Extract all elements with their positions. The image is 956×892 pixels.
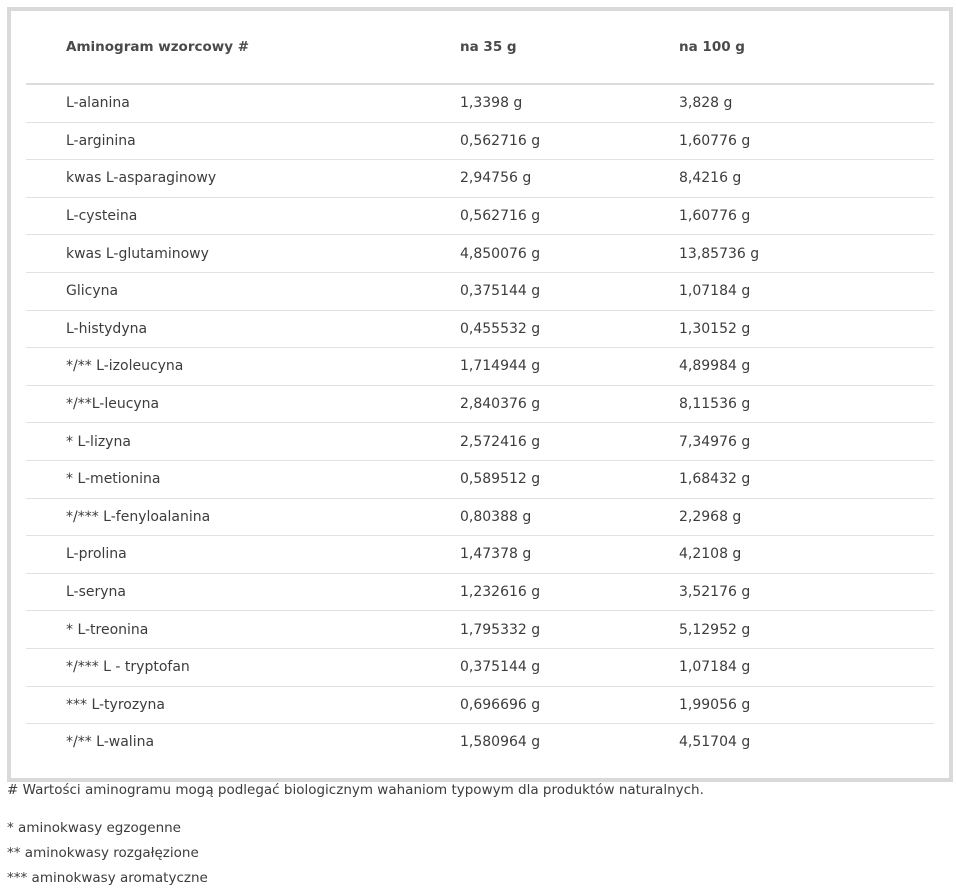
amino-acid-name: kwas L-asparaginowy xyxy=(66,170,217,187)
header-100g: na 100 g xyxy=(679,39,745,55)
amount-35g: 1,580964 g xyxy=(460,734,541,751)
table-row xyxy=(26,423,934,461)
table-row xyxy=(26,574,934,612)
amino-acid-name: */*** L-fenyloalanina xyxy=(66,508,211,525)
table-row xyxy=(26,687,934,725)
amount-100g: 13,85736 g xyxy=(679,245,760,262)
amount-100g: 1,99056 g xyxy=(679,696,751,713)
table-row xyxy=(26,611,934,649)
table-row xyxy=(26,724,934,761)
amount-100g: 1,30152 g xyxy=(679,320,751,337)
amount-35g: 1,795332 g xyxy=(460,621,541,638)
amount-100g: 1,07184 g xyxy=(679,659,751,676)
amino-acid-name: L-arginina xyxy=(66,132,136,149)
footnote-exogenous: * aminokwasy egzogenne xyxy=(7,820,181,836)
amount-35g: 0,375144 g xyxy=(460,283,541,300)
table-row xyxy=(26,273,934,311)
amount-35g: 0,696696 g xyxy=(460,696,541,713)
amino-acid-name: */** L-walina xyxy=(66,734,155,751)
amino-acid-name: L-histydyna xyxy=(66,320,148,337)
amount-100g: 4,89984 g xyxy=(679,358,751,375)
table-row xyxy=(26,198,934,236)
table-row xyxy=(26,160,934,198)
amount-35g: 1,47378 g xyxy=(460,546,532,563)
amino-acid-name: L-alanina xyxy=(66,95,130,112)
table-row xyxy=(26,348,934,386)
amino-acid-name: * L-metionina xyxy=(66,471,161,488)
footnotes xyxy=(7,780,704,891)
amino-acid-name: *** L-tyrozyna xyxy=(66,696,165,713)
amount-35g: 1,3398 g xyxy=(460,95,523,112)
amino-acid-name: */**L-leucyna xyxy=(66,396,160,413)
amount-100g: 7,34976 g xyxy=(679,433,751,450)
table-row xyxy=(26,536,934,574)
amount-100g: 4,51704 g xyxy=(679,734,751,751)
amount-100g: 8,11536 g xyxy=(679,396,751,413)
table-header xyxy=(26,11,934,85)
amino-acid-name: * L-treonina xyxy=(66,621,149,638)
table-row xyxy=(26,386,934,424)
table-row xyxy=(26,235,934,273)
amount-100g: 1,07184 g xyxy=(679,283,751,300)
footnote-aromatic: *** aminokwasy aromatyczne xyxy=(7,870,208,886)
amount-35g: 4,850076 g xyxy=(460,245,541,262)
table-row xyxy=(26,461,934,499)
amount-100g: 1,60776 g xyxy=(679,208,751,225)
amount-35g: 1,714944 g xyxy=(460,358,541,375)
amount-100g: 1,60776 g xyxy=(679,132,751,149)
amino-acid-name: Glicyna xyxy=(66,283,119,300)
amino-acid-name: L-seryna xyxy=(66,584,127,601)
table-row xyxy=(26,649,934,687)
amount-100g: 2,2968 g xyxy=(679,508,742,525)
amount-35g: 0,455532 g xyxy=(460,320,541,337)
amount-100g: 5,12952 g xyxy=(679,621,751,638)
amount-35g: 0,562716 g xyxy=(460,208,541,225)
amount-35g: 2,840376 g xyxy=(460,396,541,413)
table-row xyxy=(26,311,934,349)
amount-35g: 0,562716 g xyxy=(460,132,541,149)
aminogram-panel xyxy=(7,7,953,782)
amount-35g: 2,572416 g xyxy=(460,433,541,450)
header-35g: na 35 g xyxy=(460,39,517,55)
amino-acid-name: * L-lizyna xyxy=(66,433,131,450)
amount-100g: 3,828 g xyxy=(679,95,733,112)
table-row xyxy=(26,499,934,537)
amount-100g: 1,68432 g xyxy=(679,471,751,488)
amount-35g: 0,80388 g xyxy=(460,508,532,525)
amount-35g: 2,94756 g xyxy=(460,170,532,187)
amount-100g: 4,2108 g xyxy=(679,546,742,563)
footnote-branched: ** aminokwasy rozgałęzione xyxy=(7,845,199,861)
amino-acid-name: L-prolina xyxy=(66,546,127,563)
amount-35g: 1,232616 g xyxy=(460,584,541,601)
header-name: Aminogram wzorcowy # xyxy=(66,39,250,55)
footnote-hash: # Wartości aminogramu mogą podlegać biologicznym wahaniom typowym dla produktów naturalnych. xyxy=(7,782,704,798)
table-body xyxy=(26,85,934,761)
amino-acid-name: */** L-izoleucyna xyxy=(66,358,184,375)
amount-35g: 0,589512 g xyxy=(460,471,541,488)
amount-100g: 8,4216 g xyxy=(679,170,742,187)
aminogram-table xyxy=(26,11,934,761)
amino-acid-name: kwas L-glutaminowy xyxy=(66,245,209,262)
table-row xyxy=(26,85,934,123)
table-row xyxy=(26,123,934,161)
amino-acid-name: L-cysteina xyxy=(66,208,138,225)
amino-acid-name: */*** L - tryptofan xyxy=(66,659,190,676)
amount-35g: 0,375144 g xyxy=(460,659,541,676)
amount-100g: 3,52176 g xyxy=(679,584,751,601)
